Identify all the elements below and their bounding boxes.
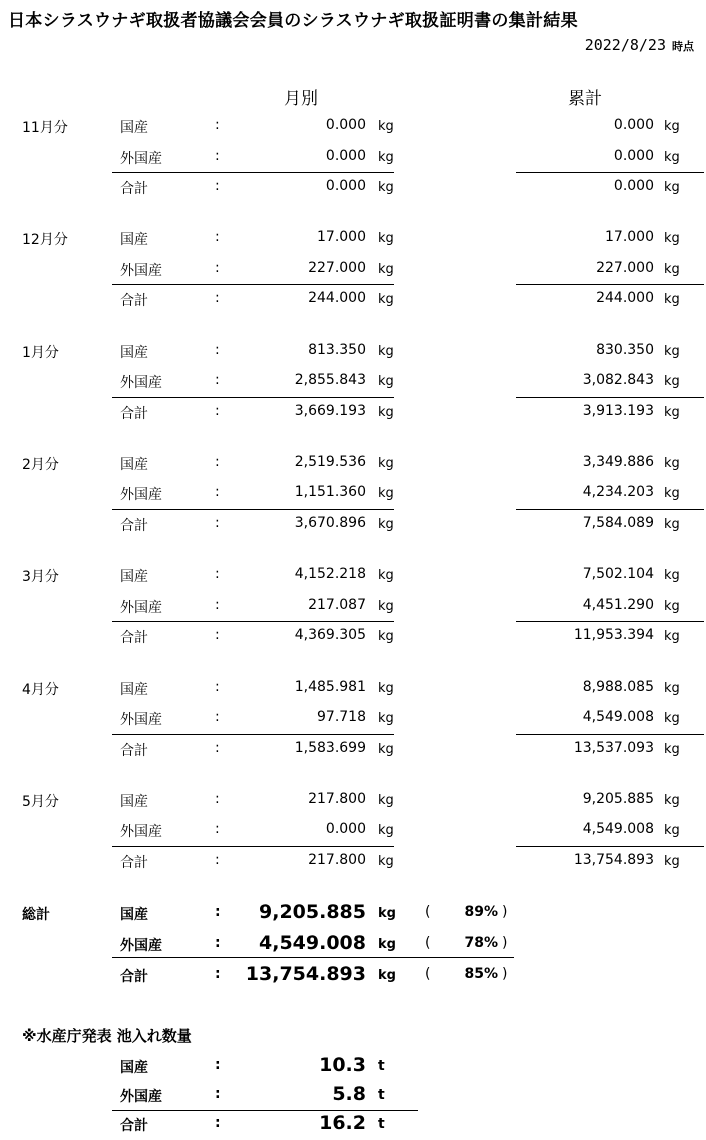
unit-kg: kg	[378, 937, 396, 952]
agency-row-label: 合計	[120, 1118, 148, 1134]
unit-kg: kg	[378, 792, 394, 808]
cumulative-value: 8,988.085	[582, 678, 654, 695]
row-label-domestic: 国産	[120, 232, 148, 249]
colon: :	[215, 566, 220, 583]
agency-value: 10.3	[319, 1054, 366, 1076]
row-label-domestic: 国産	[120, 344, 148, 361]
cumulative-value: 3,349.886	[582, 453, 654, 470]
unit-kg: kg	[664, 598, 680, 614]
unit-kg: kg	[664, 455, 680, 471]
unit-kg: kg	[378, 180, 394, 195]
colon: :	[215, 147, 220, 164]
colon: :	[215, 1086, 221, 1102]
colon: :	[215, 1115, 221, 1131]
unit-kg: kg	[664, 741, 680, 757]
monthly-value: 217.087	[308, 596, 366, 613]
unit-kg: kg	[378, 455, 394, 471]
unit-t: t	[378, 1058, 385, 1074]
agency-value: 16.2	[319, 1112, 366, 1134]
unit-kg: kg	[664, 486, 680, 502]
unit-kg: kg	[378, 486, 394, 502]
cumulative-value: 0.000	[613, 178, 654, 194]
paren-open: (	[425, 935, 431, 951]
colon: :	[215, 372, 220, 389]
date-suffix: 時点	[672, 40, 694, 53]
cumulative-value: 0.000	[613, 117, 654, 133]
unit-kg: kg	[378, 711, 394, 726]
unit-kg: kg	[378, 680, 394, 696]
monthly-value: 1,583.699	[294, 739, 366, 756]
colon: :	[215, 1057, 221, 1073]
cumulative-value: 13,537.093	[573, 739, 654, 756]
unit-kg: kg	[378, 231, 394, 247]
unit-kg: kg	[664, 853, 680, 869]
monthly-value: 1,151.360	[294, 484, 366, 501]
colon: :	[215, 790, 220, 807]
monthly-total-divider	[112, 172, 394, 173]
row-label-foreign: 外国産	[120, 712, 162, 728]
cumulative-value: 4,234.203	[582, 484, 654, 501]
paren-open: (	[425, 904, 431, 920]
grand-total-percent: 85%	[464, 966, 498, 982]
agency-value: 5.8	[332, 1083, 366, 1105]
cumulative-value: 7,502.104	[582, 566, 654, 583]
unit-kg: kg	[378, 823, 394, 839]
cumulative-value: 3,913.193	[582, 402, 654, 419]
monthly-value: 0.000	[325, 147, 366, 164]
monthly-value: 17.000	[317, 229, 366, 246]
monthly-value: 2,855.843	[294, 372, 366, 389]
monthly-value: 0.000	[325, 821, 366, 838]
row-label-foreign: 外国産	[120, 487, 162, 504]
unit-kg: kg	[664, 711, 680, 726]
cumulative-value: 4,549.008	[582, 709, 654, 725]
month-label: 4月分	[22, 681, 59, 698]
monthly-total-divider	[112, 509, 394, 510]
colon: :	[215, 851, 220, 868]
unit-kg: kg	[378, 374, 394, 390]
unit-kg: kg	[378, 404, 394, 420]
colon: :	[215, 402, 220, 419]
cumulative-value: 227.000	[596, 259, 654, 276]
report-date	[585, 36, 694, 54]
grand-total-value: 13,754.893	[245, 963, 366, 985]
monthly-column-header: 月別	[284, 89, 318, 109]
row-label-total: 合計	[120, 517, 148, 534]
unit-kg: kg	[378, 629, 394, 645]
paren-open: (	[425, 966, 431, 982]
monthly-total-divider	[112, 284, 394, 285]
cumulative-value: 4,451.290	[582, 596, 654, 613]
cumulative-total-divider	[516, 397, 704, 398]
unit-kg: kg	[664, 404, 680, 420]
page-title: 日本シラスウナギ取扱者協議会会員のシラスウナギ取扱証明書の集計結果	[8, 11, 578, 31]
unit-kg: kg	[664, 119, 680, 134]
monthly-value: 3,670.896	[294, 514, 366, 531]
monthly-total-divider	[112, 621, 394, 622]
monthly-value: 244.000	[308, 290, 366, 307]
unit-kg: kg	[378, 292, 394, 308]
unit-t: t	[378, 1087, 385, 1103]
grand-total-divider	[112, 957, 514, 958]
row-label-domestic: 国産	[120, 681, 148, 698]
month-label: 12月分	[22, 232, 68, 249]
grand-total-row-label: 合計	[120, 969, 148, 985]
unit-kg: kg	[378, 968, 396, 983]
paren-close: )	[502, 966, 508, 982]
agency-total-divider	[112, 1110, 418, 1111]
month-label: 5月分	[22, 793, 59, 810]
colon: :	[215, 935, 221, 951]
date-value: 2022/8/23	[584, 36, 666, 54]
grand-total-percent: 78%	[464, 935, 498, 951]
cumulative-value: 0.000	[613, 147, 654, 164]
unit-kg: kg	[664, 261, 680, 277]
monthly-value: 227.000	[308, 259, 366, 276]
grand-total-row-label: 外国産	[120, 938, 162, 954]
monthly-value: 0.000	[325, 178, 366, 194]
colon: :	[215, 678, 220, 695]
cumulative-value: 13,754.893	[573, 851, 654, 868]
unit-kg: kg	[664, 680, 680, 696]
row-label-foreign: 外国産	[120, 262, 162, 279]
row-label-total: 合計	[120, 742, 148, 759]
monthly-total-divider	[112, 397, 394, 398]
colon: :	[215, 904, 221, 920]
cumulative-value: 17.000	[605, 229, 654, 246]
unit-kg: kg	[664, 516, 680, 532]
row-label-total: 合計	[120, 854, 148, 871]
unit-kg: kg	[378, 853, 394, 869]
colon: :	[215, 290, 220, 307]
cumulative-value: 830.350	[596, 341, 654, 358]
row-label-total: 合計	[120, 293, 148, 310]
colon: :	[215, 596, 220, 613]
unit-kg: kg	[378, 906, 396, 921]
monthly-total-divider	[112, 846, 394, 847]
colon: :	[215, 821, 220, 838]
row-label-foreign: 外国産	[120, 824, 162, 841]
cumulative-total-divider	[516, 846, 704, 847]
monthly-value: 0.000	[325, 117, 366, 133]
colon: :	[215, 341, 220, 358]
cumulative-column-header: 累計	[568, 89, 602, 109]
colon: :	[215, 739, 220, 756]
colon: :	[215, 453, 220, 470]
cumulative-total-divider	[516, 172, 704, 173]
unit-kg: kg	[664, 374, 680, 390]
grand-total-percent: 89%	[464, 904, 498, 920]
unit-kg: kg	[378, 741, 394, 757]
monthly-value: 2,519.536	[294, 453, 366, 470]
unit-kg: kg	[378, 261, 394, 277]
unit-t: t	[378, 1116, 385, 1132]
colon: :	[215, 178, 220, 194]
monthly-value: 4,369.305	[294, 627, 366, 644]
monthly-value: 1,485.981	[294, 678, 366, 695]
agency-title: ※水産庁発表 池入れ数量	[22, 1027, 192, 1045]
unit-kg: kg	[664, 292, 680, 308]
unit-kg: kg	[664, 792, 680, 808]
row-label-foreign: 外国産	[120, 599, 162, 616]
unit-kg: kg	[664, 568, 680, 584]
unit-kg: kg	[664, 343, 680, 359]
row-label-domestic: 国産	[120, 120, 148, 136]
row-label-foreign: 外国産	[120, 375, 162, 392]
colon: :	[215, 627, 220, 644]
cumulative-value: 3,082.843	[582, 372, 654, 389]
cumulative-total-divider	[516, 284, 704, 285]
unit-kg: kg	[664, 180, 680, 195]
grand-total-row-label: 国産	[120, 907, 148, 923]
unit-kg: kg	[664, 823, 680, 839]
colon: :	[215, 709, 220, 725]
colon: :	[215, 514, 220, 531]
cumulative-value: 9,205.885	[582, 790, 654, 807]
row-label-total: 合計	[120, 181, 148, 197]
month-label: 2月分	[22, 456, 59, 473]
unit-kg: kg	[378, 119, 394, 134]
monthly-value: 217.800	[308, 851, 366, 868]
monthly-value: 813.350	[308, 341, 366, 358]
row-label-domestic: 国産	[120, 793, 148, 810]
unit-kg: kg	[664, 231, 680, 247]
row-label-domestic: 国産	[120, 569, 148, 586]
grand-total-value: 4,549.008	[259, 932, 366, 954]
grand-total-value: 9,205.885	[259, 901, 366, 923]
cumulative-total-divider	[516, 734, 704, 735]
unit-kg: kg	[664, 149, 680, 165]
unit-kg: kg	[664, 629, 680, 645]
cumulative-value: 4,549.008	[582, 821, 654, 838]
monthly-value: 217.800	[308, 790, 366, 807]
unit-kg: kg	[378, 343, 394, 359]
agency-row-label: 国産	[120, 1060, 148, 1076]
cumulative-value: 244.000	[596, 290, 654, 307]
month-label: 3月分	[22, 569, 59, 586]
row-label-foreign: 外国産	[120, 150, 162, 167]
colon: :	[215, 966, 221, 982]
agency-row-label: 外国産	[120, 1089, 162, 1105]
colon: :	[215, 229, 220, 246]
month-label: 1月分	[22, 344, 59, 361]
paren-close: )	[502, 935, 508, 951]
unit-kg: kg	[378, 516, 394, 532]
row-label-total: 合計	[120, 405, 148, 422]
grand-total-label: 総計	[22, 907, 50, 923]
paren-close: )	[502, 904, 508, 920]
colon: :	[215, 259, 220, 276]
month-label: 11月分	[22, 120, 68, 136]
cumulative-total-divider	[516, 621, 704, 622]
unit-kg: kg	[378, 149, 394, 165]
monthly-total-divider	[112, 734, 394, 735]
unit-kg: kg	[378, 598, 394, 614]
colon: :	[215, 484, 220, 501]
colon: :	[215, 117, 220, 133]
row-label-domestic: 国産	[120, 456, 148, 473]
monthly-value: 97.718	[317, 709, 366, 725]
cumulative-value: 11,953.394	[573, 627, 654, 644]
monthly-value: 3,669.193	[294, 402, 366, 419]
unit-kg: kg	[378, 568, 394, 584]
row-label-total: 合計	[120, 630, 148, 647]
cumulative-value: 7,584.089	[582, 514, 654, 531]
monthly-value: 4,152.218	[294, 566, 366, 583]
cumulative-total-divider	[516, 509, 704, 510]
